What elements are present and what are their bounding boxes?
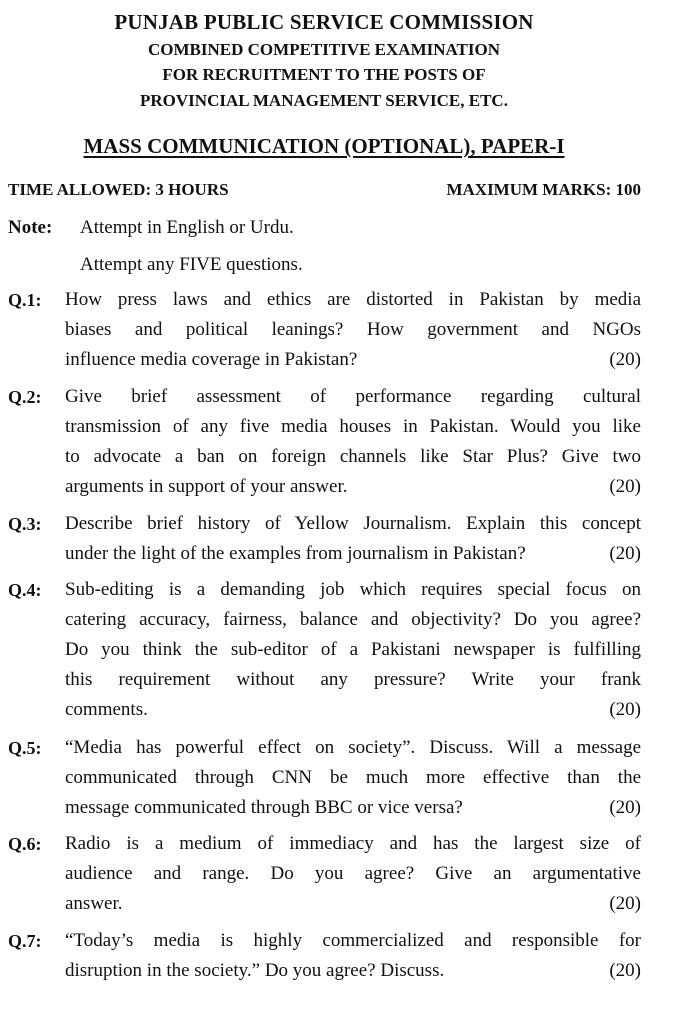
maximum-marks: MAXIMUM MARKS: 100 <box>446 180 641 199</box>
note-line-language: Attempt in English or Urdu. <box>80 217 294 238</box>
question-text <box>65 509 641 569</box>
question-line: to advocate a ban on foreign channels like Star Plus? Give two <box>65 446 641 467</box>
note-label: Note: <box>8 217 53 238</box>
service-line: PROVINCIAL MANAGEMENT SERVICE, ETC. <box>140 91 508 110</box>
question-number: Q.7: <box>8 931 42 951</box>
question-marks: (20) <box>609 476 641 497</box>
question-line: “Media has powerful effect on society”. Discuss. Will a message <box>65 737 641 758</box>
question-line: How press laws and ethics are distorted in Pakistan by media <box>65 289 641 310</box>
question-line: Sub-editing is a demanding job which requires special focus on <box>65 579 641 600</box>
question-line: transmission of any five media houses in Pakistan. Would you like <box>65 416 641 437</box>
question-line: Radio is a medium of immediacy and has the largest size of <box>65 833 641 854</box>
question-text <box>65 733 641 823</box>
question-marks: (20) <box>609 893 641 914</box>
question-line-last <box>65 793 641 823</box>
exam-title: COMBINED COMPETITIVE EXAMINATION <box>148 40 500 59</box>
question-line: catering accuracy, fairness, balance and objectivity? Do you agree? <box>65 609 641 630</box>
question-number: Q.1: <box>8 290 42 310</box>
question-number: Q.3: <box>8 514 42 534</box>
question-line-last <box>65 695 641 725</box>
question-number: Q.2: <box>8 387 42 407</box>
question-line-last <box>65 889 641 919</box>
question-number: Q.6: <box>8 834 42 854</box>
question-line: communicated through CNN be much more effective than the <box>65 767 641 788</box>
question-line: Describe brief history of Yellow Journalism. Explain this concept <box>65 513 641 534</box>
paper-subject-text: MASS COMMUNICATION (OPTIONAL), PAPER-I <box>83 134 565 158</box>
time-allowed: TIME ALLOWED: 3 HOURS <box>8 180 229 199</box>
commission-title: PUNJAB PUBLIC SERVICE COMMISSION <box>114 10 534 34</box>
question-line: Give brief assessment of performance regarding cultural <box>65 386 641 407</box>
question-line: audience and range. Do you agree? Give an argumentative <box>65 863 641 884</box>
question-line: influence media coverage in Pakistan? <box>65 349 358 370</box>
question-line-last <box>65 956 641 986</box>
question-text <box>65 829 641 919</box>
question-text <box>65 926 641 986</box>
note-line-attempt: Attempt any FIVE questions. <box>80 254 303 275</box>
question-text <box>65 285 641 375</box>
question-marks: (20) <box>609 797 641 818</box>
recruitment-line: FOR RECRUITMENT TO THE POSTS OF <box>162 65 486 84</box>
question-line: under the light of the examples from journalism in Pakistan? <box>65 543 526 564</box>
question-line-last <box>65 472 641 502</box>
paper-subject <box>0 134 648 159</box>
question-text <box>65 382 641 502</box>
question-line: Do you think the sub-editor of a Pakistani newspaper is fulfilling <box>65 639 641 660</box>
question-line: message communicated through BBC or vice versa? <box>65 797 463 818</box>
question-line: comments. <box>65 699 148 720</box>
question-marks: (20) <box>609 349 641 370</box>
question-line: arguments in support of your answer. <box>65 476 348 497</box>
question-marks: (20) <box>609 543 641 564</box>
question-number: Q.5: <box>8 738 42 758</box>
question-line: answer. <box>65 893 123 914</box>
question-marks: (20) <box>609 960 641 981</box>
question-line: biases and political leanings? How government and NGOs <box>65 319 641 340</box>
question-line-last <box>65 539 641 569</box>
question-marks: (20) <box>609 699 641 720</box>
question-number: Q.4: <box>8 580 42 600</box>
question-line: “Today’s media is highly commercialized and responsible for <box>65 930 641 951</box>
question-line: disruption in the society.” Do you agree? Discuss. <box>65 960 445 981</box>
question-line: this requirement without any pressure? Write your frank <box>65 669 641 690</box>
question-line-last <box>65 345 641 375</box>
question-text <box>65 575 641 725</box>
